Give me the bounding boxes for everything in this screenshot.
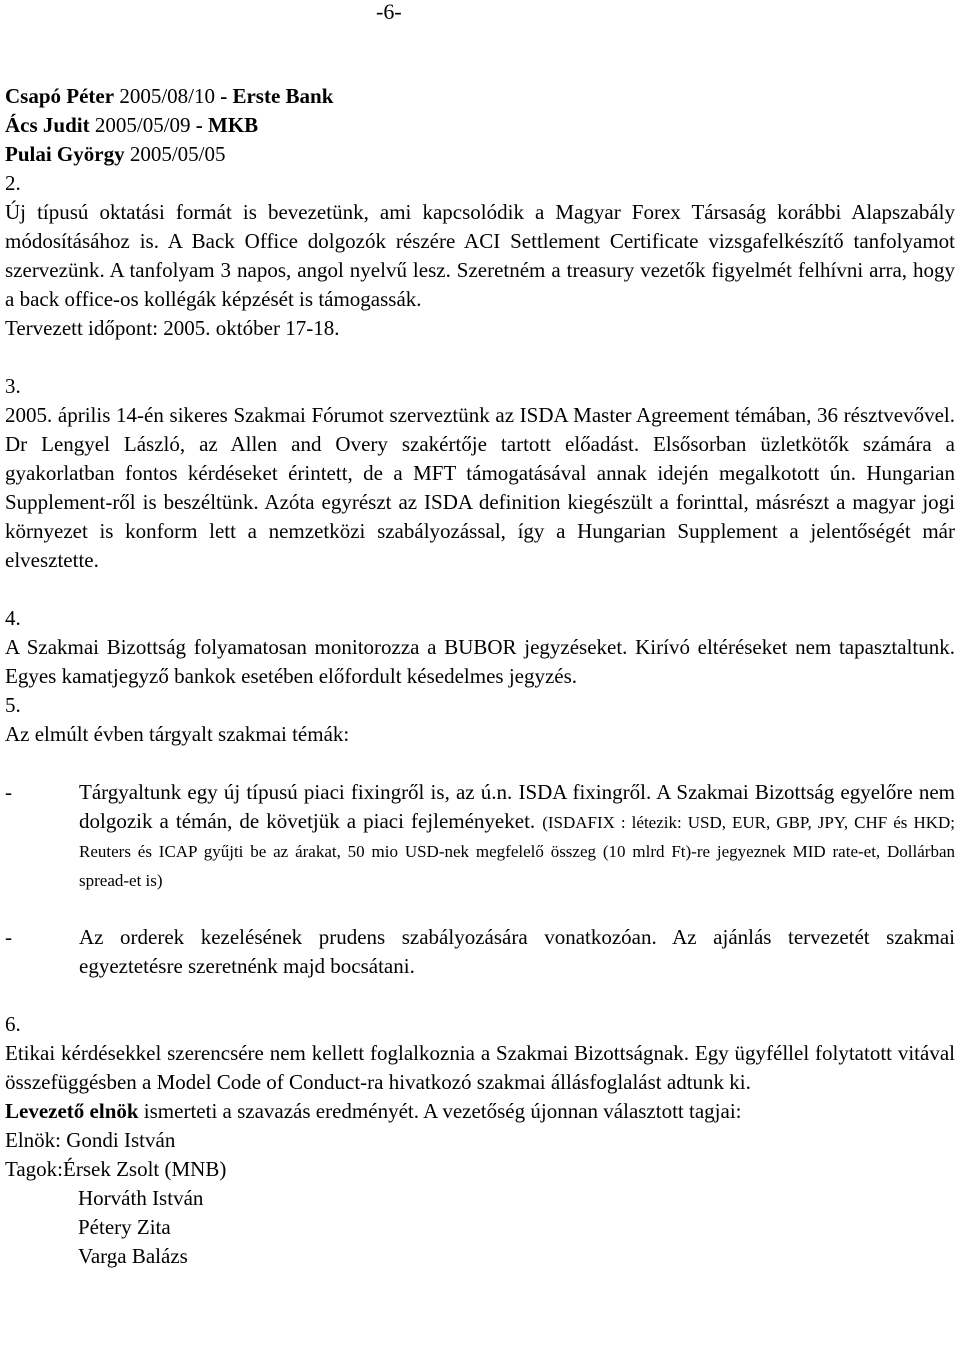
signer-name: Csapó Péter <box>5 84 115 108</box>
bullet-main-text: Tárgyaltunk egy új típusú piaci fixingről is, az ú.n. ISDA fixingről. A Szakmai Bizottság egyelőre nem dolgozik a témán, de követjük a piaci fejleményeket. <box>79 780 955 833</box>
section-6-paragraph: Etikai kérdésekkel szerencsére nem kellett foglalkoznia a Szakmai Bizottságnak. Egy ügyféllel folytatott vitával összefüggésben a Model Code of Conduct-ra hivatkozó szakmai állásfoglalást adtunk ki. <box>5 1041 955 1094</box>
bullet-dash: - <box>5 780 12 804</box>
signer-bank: - Erste Bank <box>220 84 334 108</box>
members-label: Tagok: <box>5 1157 64 1181</box>
topic-bullet-1 <box>5 778 955 894</box>
election-intro-text: ismerteti a szavazás eredményét. A vezetőség újonnan választott tagjai: <box>138 1099 742 1123</box>
signature-line-3 <box>5 140 955 169</box>
signer-name: Pulai György <box>5 142 125 166</box>
bullet-text <box>79 778 955 894</box>
signature-line-1 <box>5 82 955 111</box>
election-intro <box>5 1097 955 1126</box>
section-6-number: 6. <box>5 1012 21 1036</box>
page-number: -6- <box>376 0 402 24</box>
member-name: Varga Balázs <box>78 1244 188 1268</box>
signer-name: Ács Judit <box>5 113 90 137</box>
section-5-heading: Az elmúlt évben tárgyalt szakmai témák: <box>5 722 350 746</box>
member-name: Érsek Zsolt (MNB) <box>63 1157 227 1181</box>
signer-bank: - MKB <box>195 113 259 137</box>
section-2-paragraph: Új típusú oktatási formát is bevezetünk, ami kapcsolódik a Magyar Forex Társaság korábbi Alapszabály módosításához is. A Back Office dolgozók részére ACI Settlement Certificate vizsgafelkészítő tanfolyamot szervezünk. A tanfolyam 3 napos, angol nyelvű lesz. Szeretném a treasury vezetők figyelmét felhívni arra, hogy a back office-os kollégák képzését is támogassák. <box>5 200 955 311</box>
signature-line-2 <box>5 111 955 140</box>
members-line <box>5 1155 955 1184</box>
signer-date: 2005/05/09 <box>89 113 196 137</box>
section-3-paragraph: 2005. április 14-én sikeres Szakmai Fórumot szerveztünk az ISDA Master Agreement témában, 36 résztvevővel. Dr Lengyel László, az Allen and Overy szakértője tartott előadást. Elsősorban üzletkötők számára a gyakorlatban fontos kérdéseket érintett, de a MFT támogatásával annak idején megalkotott ún. Hungarian Supplement-ről is beszéltünk. Azóta egyrészt az ISDA definition kiegészült a forinttal, másrészt a magyar jogi környezet is konform lett a nemzetközi szabályozással, így a Hungarian Supplement a jelentőségét már elvesztette. <box>5 403 955 572</box>
chair-line: Elnök: Gondi István <box>5 1128 176 1152</box>
section-2-planned-date: Tervezett időpont: 2005. október 17-18. <box>5 316 340 340</box>
bullet-footnote-text: (ISDAFIX : létezik: USD, EUR, GBP, JPY, CHF és HKD; Reuters és ICAP gyűjti be az árakat, 50 mio USD-nek megfelelő összeg (10 mlrd Ft)-re jegyeznek MID rate-et, Dollárban spread-et is) <box>79 813 955 890</box>
signer-date: 2005/08/10 <box>114 84 221 108</box>
lead-chair-label: Levezető elnök <box>5 1099 139 1123</box>
topic-bullet-2 <box>5 923 955 981</box>
section-2-number: 2. <box>5 171 21 195</box>
section-4-number: 4. <box>5 606 21 630</box>
member-name: Pétery Zita <box>78 1215 171 1239</box>
bullet-text: Az orderek kezelésének prudens szabályozására vonatkozóan. Az ajánlás tervezetét szakmai egyeztetésre szeretnénk majd bocsátani. <box>79 925 955 978</box>
section-4-paragraph: A Szakmai Bizottság folyamatosan monitorozza a BUBOR jegyzéseket. Kirívó eltéréseket nem tapasztaltunk. Egyes kamatjegyző bankok esetében előfordult késedelmes jegyzés. <box>5 635 955 688</box>
member-name: Horváth István <box>78 1186 204 1210</box>
section-3-number: 3. <box>5 374 21 398</box>
document-body <box>5 82 955 1271</box>
signer-date: 2005/05/05 <box>124 142 226 166</box>
section-5-number: 5. <box>5 693 21 717</box>
bullet-dash: - <box>5 925 12 949</box>
